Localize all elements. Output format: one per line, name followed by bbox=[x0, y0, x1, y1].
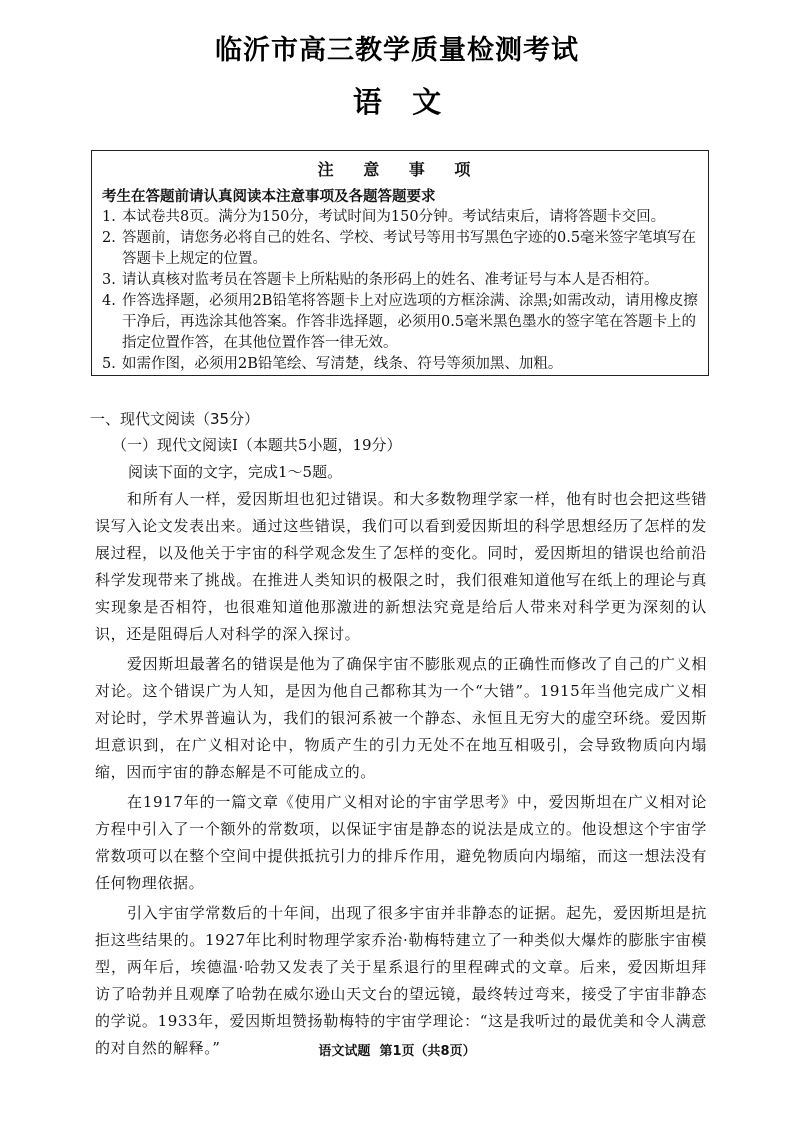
notice-item-number: 3. bbox=[102, 272, 116, 288]
section-heading: 一、现代文阅读（35分） bbox=[90, 410, 260, 428]
passage-paragraph: 引入宇宙学常数后的十年间，出现了很多宇宙并非静态的证据。起先，爱因斯坦是抗拒这些结果的。1927年比利时物理学家乔治·勒梅特建立了一种类似大爆炸的膨胀宇宙模型，两年后，埃德温·哈勃又发表了关于星系退行的里程碑式的文章。后来，爱因斯坦拜访了哈勃并且观摩了哈勃在威尔逊山天文台的望远镜，最终转过弯来，接受了宇宙非静态的学说。1933年，爱因斯坦赞扬勒梅特的宇宙学理论：“这是我听过的最优美和令人满意的对自然的解释。” bbox=[95, 904, 707, 1057]
subject-title: 语 文 bbox=[352, 85, 442, 119]
notice-item-text: 请认真核对监考员在答题卡上所粘贴的条形码上的姓名、准考证号与本人是否相符。 bbox=[122, 272, 659, 288]
notice-box bbox=[91, 150, 709, 376]
notice-item-text: 答题前，请您务必将自己的姓名、学校、考试号等用书写黑色字迹的0.5毫米签字笔填写在答题卡上规定的位置。 bbox=[122, 230, 697, 267]
reading-instruction: 阅读下面的文字，完成1～5题。 bbox=[128, 463, 343, 481]
passage-paragraph: 在1917年的一篇文章《使用广义相对论的宇宙学思考》中，爱因斯坦在广义相对论方程中引入了一个额外的常数项，以保证宇宙是静态的说法是成立的。他设想这个宇宙学常数项可以在整个空间中提供抵抗引力的排斥作用，避免物质向内塌缩，而这一想法没有任何物理依据。 bbox=[95, 793, 707, 892]
notice-item bbox=[102, 291, 702, 354]
notice-item-text: 作答选择题，必须用2B铅笔将答题卡上对应选项的方框涂满、涂黑;如需改动，请用橡皮擦干净后，再选涂其他答案。作答非选择题，必须用0.5毫米黑色墨水的签字笔在答题卡上的指定位置作答，在其他位置作答一律无效。 bbox=[122, 293, 698, 351]
notice-item-text: 本试卷共8页。满分为150分，考试时间为150分钟。考试结束后，请将答题卡交回。 bbox=[122, 209, 666, 225]
notice-item bbox=[102, 270, 702, 291]
notice-list bbox=[102, 207, 702, 375]
exam-title: 临沂市高三教学质量检测考试 bbox=[215, 35, 579, 66]
notice-item bbox=[102, 354, 702, 375]
notice-item bbox=[102, 207, 702, 228]
notice-item-number: 4. bbox=[102, 293, 116, 309]
reading-passage bbox=[95, 486, 707, 1065]
notice-item bbox=[102, 228, 702, 270]
subsection-heading: （一）现代文阅读Ⅰ（本题共5小题，19分） bbox=[112, 436, 402, 454]
notice-heading: 注 意 事 项 bbox=[317, 160, 483, 179]
notice-item-number: 1. bbox=[102, 209, 116, 225]
notice-item-number: 5. bbox=[102, 356, 116, 372]
notice-item-text: 如需作图，必须用2B铅笔绘、写清楚，线条、符号等须加黑、加粗。 bbox=[122, 356, 563, 372]
notice-requirement: 考生在答题前请认真阅读本注意事项及各题答题要求 bbox=[102, 189, 436, 205]
page-footer: 语文试题 第1页（共8页） bbox=[318, 1044, 476, 1059]
passage-paragraph: 和所有人一样，爱因斯坦也犯过错误。和大多数物理学家一样，他有时也会把这些错误写入论文发表出来。通过这些错误，我们可以看到爱因斯坦的科学思想经历了怎样的发展过程，以及他关于宇宙的科学观念发生了怎样的变化。同时，爱因斯坦的错误也给前沿科学发现带来了挑战。在推进人类知识的极限之时，我们很难知道他写在纸上的理论与真实现象是否相符，也很难知道他那激进的新想法究竟是给后人带来对科学更为深刻的认识，还是阻碍后人对科学的深入探讨。 bbox=[95, 490, 707, 643]
passage-paragraph: 爱因斯坦最著名的错误是他为了确保宇宙不膨胀观点的正确性而修改了自己的广义相对论。这个错误广为人知，是因为他自己都称其为一个“大错”。1915年当他完成广义相对论时，学术界普遍认为，我们的银河系被一个静态、永恒且无穷大的虚空环绕。爱因斯坦意识到，在广义相对论中，物质产生的引力无处不在地互相吸引，会导致物质向内塌缩，因而宇宙的静态解是不可能成立的。 bbox=[95, 655, 707, 781]
notice-item-number: 2. bbox=[102, 230, 116, 246]
